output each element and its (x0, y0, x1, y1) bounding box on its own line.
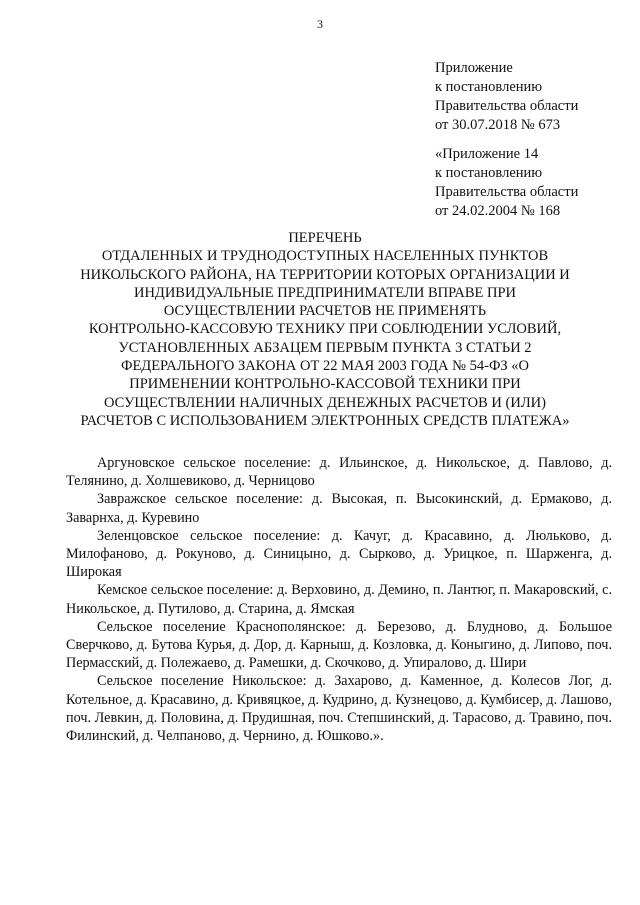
page-number: 3 (317, 17, 323, 31)
settlement-paragraph: Сельское поселение Никольское: д. Захарово, д. Каменное, д. Колесов Лог, д. Котельное, д. Красавино, д. Кривяцкое, д. Кудрино, д. Кузнецово, д. Кумбисер, д. Лашово, поч. Левкин, д. Половина, д. Прудишная, поч. Степшинский, д. Тарасово, д. Травино, поч. Филинский, д. Челпаново, д. Чернино, д. Юшково.». (66, 673, 612, 745)
title-line: ПРИМЕНЕНИИ КОНТРОЛЬНО-КАССОВОЙ ТЕХНИКИ ПРИ (129, 376, 521, 393)
settlement-paragraph: Сельское поселение Краснополянское: д. Березово, д. Блудново, д. Большое Сверчково, д. Бутова Курья, д. Дор, д. Карныш, д. Козловка, д. Коныгино, д. Липово, поч. Пермасский, д. Полежаево, д. Рамешки, д. Скочково, д. Упиралово, д. Шири (66, 618, 612, 672)
appendix-line: от 24.02.2004 № 168 (435, 203, 561, 219)
title-line: ОТДАЛЕННЫХ И ТРУДНОДОСТУПНЫХ НАСЕЛЕННЫХ ПУНКТОВ (101, 248, 549, 265)
title-line: ОСУЩЕСТВЛЕНИИ РАСЧЕТОВ НЕ ПРИМЕНЯТЬ (163, 303, 487, 320)
appendix-line: Правительства области (435, 98, 579, 114)
appendix-original-reference (435, 145, 635, 221)
appendix-line: «Приложение 14 (435, 146, 539, 162)
settlement-paragraph: Завражское сельское поселение: д. Высокая, п. Высокинский, д. Ермаково, д. Заварнха, д. Куревино (66, 491, 612, 526)
title-line: КОНТРОЛЬНО-КАССОВУЮ ТЕХНИКУ ПРИ СОБЛЮДЕНИИ УСЛОВИЙ, (88, 321, 562, 338)
title-heading: ПЕРЕЧЕНЬ (288, 230, 362, 246)
title-line: ФЕДЕРАЛЬНОГО ЗАКОНА ОТ 22 МАЯ 2003 ГОДА № 54-ФЗ «О (120, 358, 530, 375)
settlement-paragraph: Зеленцовское сельское поселение: д. Качуг, д. Красавино, д. Люльково, д. Милофаново, д. Рокуново, д. Синицыно, д. Сырково, д. Урицкое, п. Шарженга, д. Широкая (66, 527, 612, 581)
appendix-current-reference (435, 59, 635, 135)
appendix-line: к постановлению (435, 79, 543, 95)
appendix-line: от 30.07.2018 № 673 (435, 117, 561, 133)
document-title (40, 229, 610, 430)
title-line: ОСУЩЕСТВЛЕНИИ НАЛИЧНЫХ ДЕНЕЖНЫХ РАСЧЕТОВ И (ИЛИ) (104, 394, 546, 411)
appendix-line: Правительства области (435, 184, 579, 200)
settlement-list (66, 454, 612, 745)
appendix-line: к постановлению (435, 165, 543, 181)
settlement-paragraph: Кемское сельское поселение: д. Верховино, д. Демино, п. Лантюг, п. Макаровский, с. Никольское, д. Путилово, д. Старина, д. Ямская (66, 582, 612, 617)
title-line: РАСЧЕТОВ С ИСПОЛЬЗОВАНИЕМ ЭЛЕКТРОННЫХ СРЕДСТВ ПЛАТЕЖА» (80, 412, 570, 429)
title-line: УСТАНОВЛЕННЫХ АБЗАЦЕМ ПЕРВЫМ ПУНКТА 3 СТАТЬИ 2 (118, 339, 532, 356)
settlement-paragraph: Аргуновское сельское поселение: д. Ильинское, д. Никольское, д. Павлово, д. Телянино, д. Холшевиково, д. Черницово (66, 455, 612, 490)
appendix-line: Приложение (435, 60, 513, 76)
title-line: ИНДИВИДУАЛЬНЫЕ ПРЕДПРИНИМАТЕЛИ ВПРАВЕ ПРИ (133, 284, 516, 301)
title-line: НИКОЛЬСКОГО РАЙОНА, НА ТЕРРИТОРИИ КОТОРЫХ ОРГАНИЗАЦИИ И (80, 266, 570, 283)
